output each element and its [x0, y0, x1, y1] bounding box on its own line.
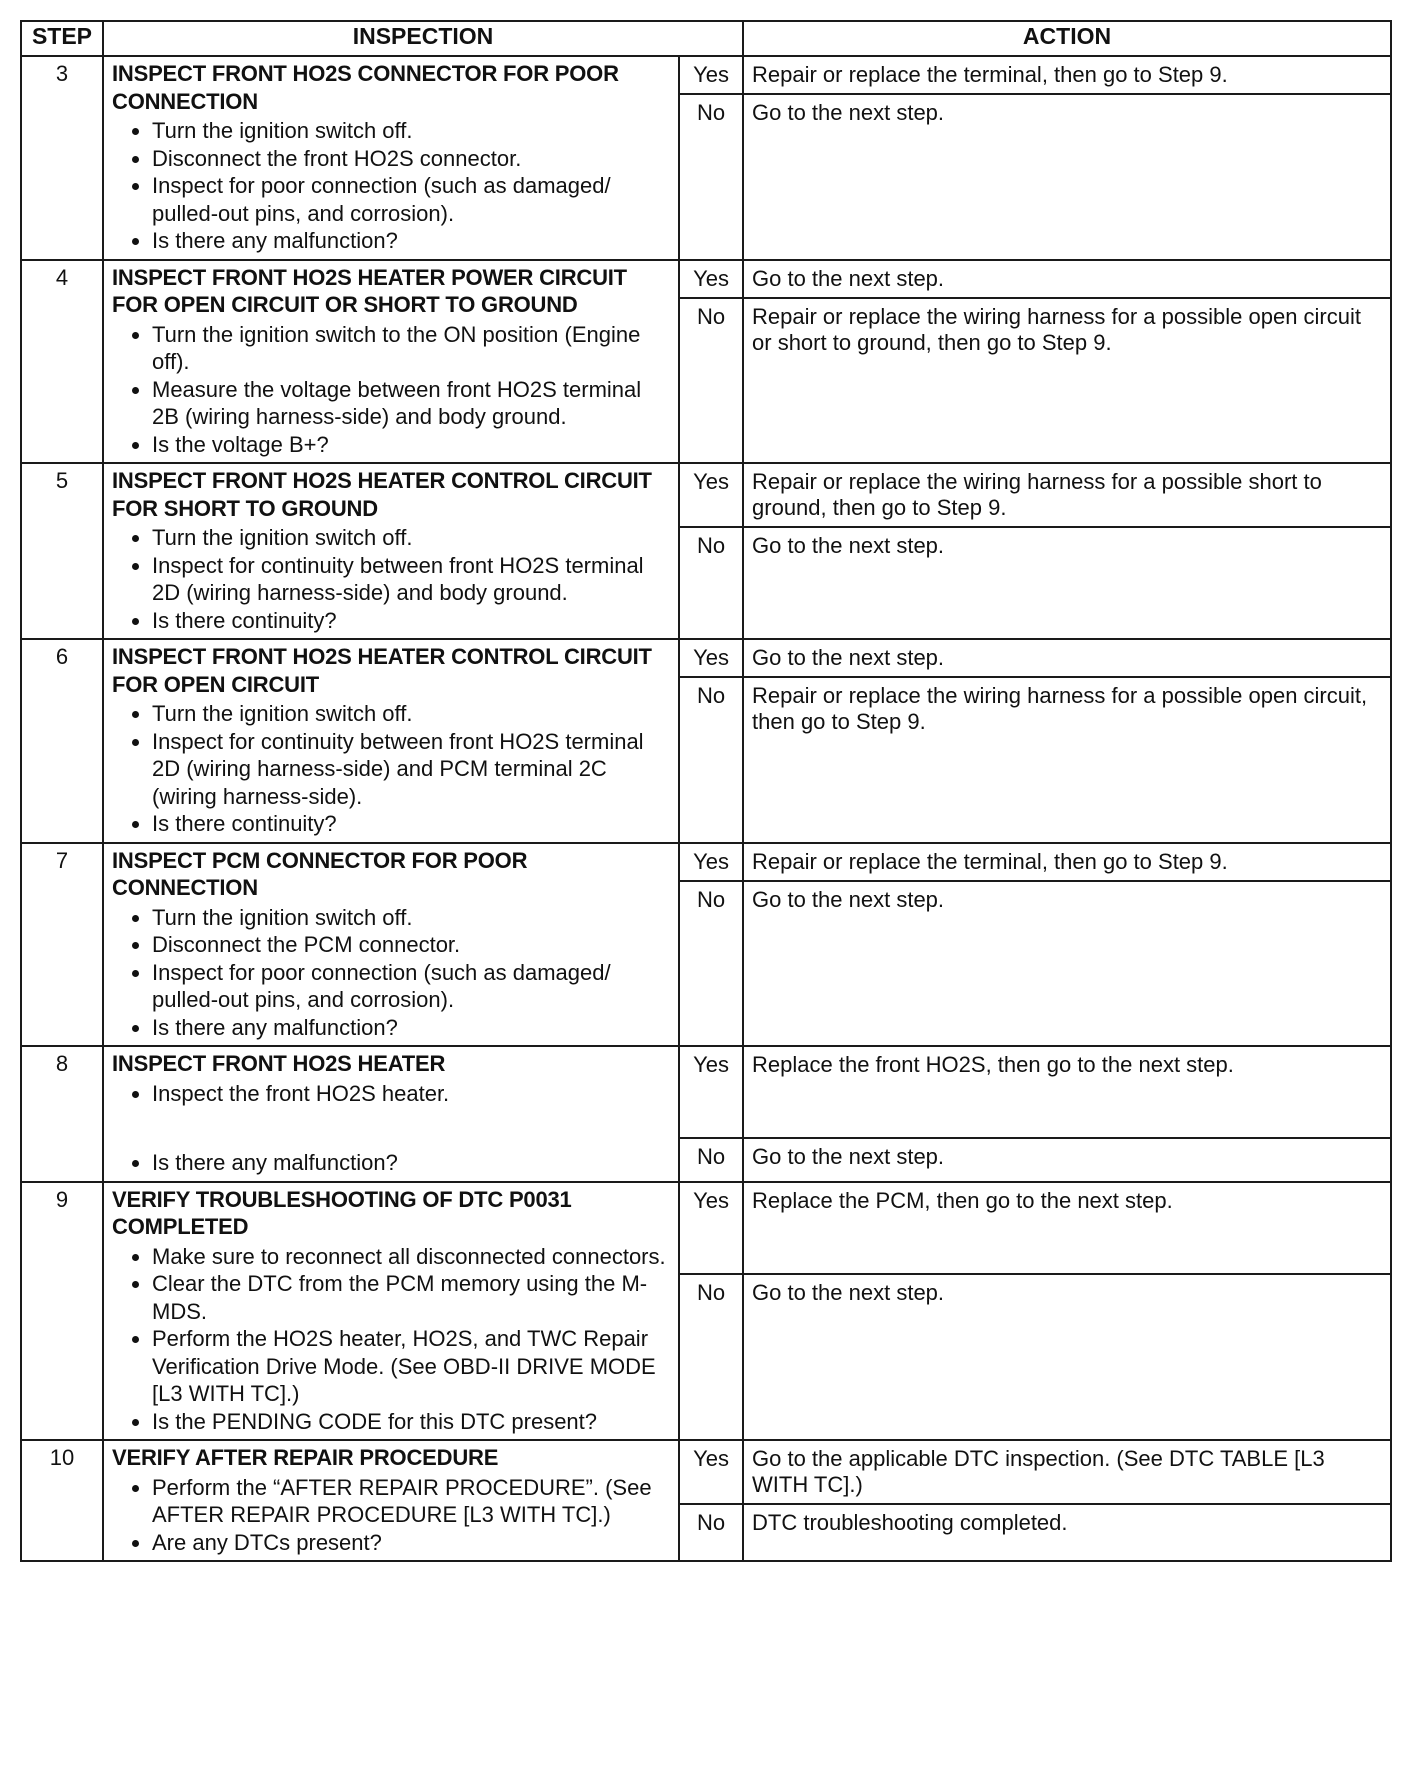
yes-label: Yes: [679, 56, 743, 94]
yes-label: Yes: [679, 639, 743, 677]
no-action: Go to the next step.: [743, 1138, 1391, 1182]
no-label: No: [679, 1504, 743, 1561]
yes-action: Replace the PCM, then go to the next step.: [743, 1182, 1391, 1274]
table-row: [21, 56, 1391, 94]
no-label: No: [679, 527, 743, 639]
yes-action: Repair or replace the terminal, then go to Step 9.: [743, 56, 1391, 94]
bullet-item: • Is the PENDING CODE for this DTC present?: [152, 1408, 670, 1436]
table-row: [21, 463, 1391, 527]
bullet-item: • Turn the ignition switch off.: [152, 904, 670, 932]
step-number: 5: [21, 463, 103, 639]
bullet-item: • Clear the DTC from the PCM memory using the M-MDS.: [152, 1270, 670, 1325]
bullet-item: • Turn the ignition switch off.: [152, 700, 670, 728]
bullet-item: • Is there any malfunction?: [152, 1149, 670, 1177]
inspection-cell: [103, 56, 679, 260]
inspection-cell: [103, 639, 679, 843]
yes-label: Yes: [679, 260, 743, 298]
bullet-item: • Is there continuity?: [152, 810, 670, 838]
table-row: [21, 260, 1391, 298]
troubleshooting-table-page: [20, 20, 1390, 1562]
table-row: [21, 843, 1391, 881]
inspection-cell: [103, 1182, 679, 1441]
inspection-bullets: [112, 321, 670, 459]
table-row: [21, 639, 1391, 677]
bullet-item: • Inspect the front HO2S heater.: [152, 1080, 670, 1108]
inspection-title: INSPECT PCM CONNECTOR FOR POOR CONNECTION: [112, 847, 528, 900]
bullet-item: • Are any DTCs present?: [152, 1529, 670, 1557]
inspection-title: VERIFY TROUBLESHOOTING OF DTC P0031 COMPLETED: [112, 1186, 572, 1239]
inspection-cell: [103, 1046, 679, 1182]
header-action: ACTION: [743, 21, 1391, 56]
inspection-title: INSPECT FRONT HO2S HEATER CONTROL CIRCUIT FOR SHORT TO GROUND: [112, 468, 652, 521]
bullet-item: • Make sure to reconnect all disconnected connectors.: [152, 1243, 670, 1271]
inspection-cell: [103, 463, 679, 639]
inspection-bullets: [112, 904, 670, 1042]
step-number: 3: [21, 56, 103, 260]
bullet-item: • Turn the ignition switch to the ON position (Engine off).: [152, 321, 670, 376]
inspection-title: INSPECT FRONT HO2S HEATER POWER CIRCUIT FOR OPEN CIRCUIT OR SHORT TO GROUND: [112, 264, 627, 317]
step-number: 8: [21, 1046, 103, 1182]
bullet-item: • Inspect for poor connection (such as damaged/ pulled-out pins, and corrosion).: [152, 959, 670, 1014]
no-label: No: [679, 94, 743, 260]
yes-action: Repair or replace the terminal, then go to Step 9.: [743, 843, 1391, 881]
table-row: [21, 1440, 1391, 1504]
bullet-item: • Is there continuity?: [152, 607, 670, 635]
bullet-item: • Disconnect the front HO2S connector.: [152, 145, 670, 173]
table-row: [21, 1046, 1391, 1138]
no-action: Go to the next step.: [743, 94, 1391, 260]
inspection-bullets: [112, 524, 670, 634]
no-action: DTC troubleshooting completed.: [743, 1504, 1391, 1561]
inspection-cell: [103, 1440, 679, 1561]
inspection-title: INSPECT FRONT HO2S CONNECTOR FOR POOR CONNECTION: [112, 61, 619, 114]
table-row: [21, 1182, 1391, 1274]
bullet-item: • Measure the voltage between front HO2S terminal 2B (wiring harness-side) and body ground.: [152, 376, 670, 431]
inspection-title: VERIFY AFTER REPAIR PROCEDURE: [112, 1445, 499, 1470]
inspection-bullets: [112, 1243, 670, 1436]
no-action: Go to the next step.: [743, 1274, 1391, 1441]
bullet-item: • Perform the “AFTER REPAIR PROCEDURE”. (See AFTER REPAIR PROCEDURE [L3 WITH TC].): [152, 1474, 670, 1529]
yes-action: Repair or replace the wiring harness for a possible short to ground, then go to Step 9.: [743, 463, 1391, 527]
no-label: No: [679, 298, 743, 464]
step-number: 4: [21, 260, 103, 464]
yes-label: Yes: [679, 1182, 743, 1274]
no-label: No: [679, 881, 743, 1047]
header-step: STEP: [21, 21, 103, 56]
bullet-item: • Perform the HO2S heater, HO2S, and TWC Repair Verification Drive Mode. (See OBD-II DRIVE MODE [L3 WITH TC].): [152, 1325, 670, 1408]
bullet-item: • Is the voltage B+?: [152, 431, 670, 459]
inspection-title: INSPECT FRONT HO2S HEATER CONTROL CIRCUIT FOR OPEN CIRCUIT: [112, 644, 652, 697]
inspection-bullets: [112, 1149, 670, 1177]
no-action: Go to the next step.: [743, 881, 1391, 1047]
yes-action: Go to the applicable DTC inspection. (See DTC TABLE [L3 WITH TC].): [743, 1440, 1391, 1504]
no-label: No: [679, 1274, 743, 1441]
bullet-item: • Turn the ignition switch off.: [152, 524, 670, 552]
no-label: No: [679, 1138, 743, 1182]
step-number: 10: [21, 1440, 103, 1561]
bullet-item: • Is there any malfunction?: [152, 227, 670, 255]
inspection-bullets: [112, 117, 670, 255]
bullet-item: • Turn the ignition switch off.: [152, 117, 670, 145]
yes-action: Go to the next step.: [743, 639, 1391, 677]
inspection-cell: [103, 843, 679, 1047]
inspection-bullets: [112, 700, 670, 838]
bullet-item: • Is there any malfunction?: [152, 1014, 670, 1042]
inspection-bullets: [112, 1080, 670, 1108]
inspection-cell: [103, 260, 679, 464]
bullet-item: • Disconnect the PCM connector.: [152, 931, 670, 959]
inspection-bullets: [112, 1474, 670, 1557]
yes-label: Yes: [679, 1440, 743, 1504]
step-number: 7: [21, 843, 103, 1047]
no-action: Repair or replace the wiring harness for a possible open circuit or short to ground, then go to Step 9.: [743, 298, 1391, 464]
bullet-item: • Inspect for poor connection (such as damaged/ pulled-out pins, and corrosion).: [152, 172, 670, 227]
no-action: Repair or replace the wiring harness for a possible open circuit, then go to Step 9.: [743, 677, 1391, 843]
yes-action: Replace the front HO2S, then go to the next step.: [743, 1046, 1391, 1138]
yes-action: Go to the next step.: [743, 260, 1391, 298]
inspection-title: INSPECT FRONT HO2S HEATER: [112, 1051, 446, 1076]
yes-label: Yes: [679, 1046, 743, 1138]
bullet-item: • Inspect for continuity between front HO2S terminal 2D (wiring harness-side) and PCM terminal 2C (wiring harness-side).: [152, 728, 670, 811]
yes-label: Yes: [679, 843, 743, 881]
yes-label: Yes: [679, 463, 743, 527]
no-label: No: [679, 677, 743, 843]
step-number: 6: [21, 639, 103, 843]
troubleshooting-table: [20, 20, 1392, 1562]
no-action: Go to the next step.: [743, 527, 1391, 639]
header-inspection: INSPECTION: [103, 21, 743, 56]
header-row: [21, 21, 1391, 56]
step-number: 9: [21, 1182, 103, 1441]
bullet-item: • Inspect for continuity between front HO2S terminal 2D (wiring harness-side) and body ground.: [152, 552, 670, 607]
